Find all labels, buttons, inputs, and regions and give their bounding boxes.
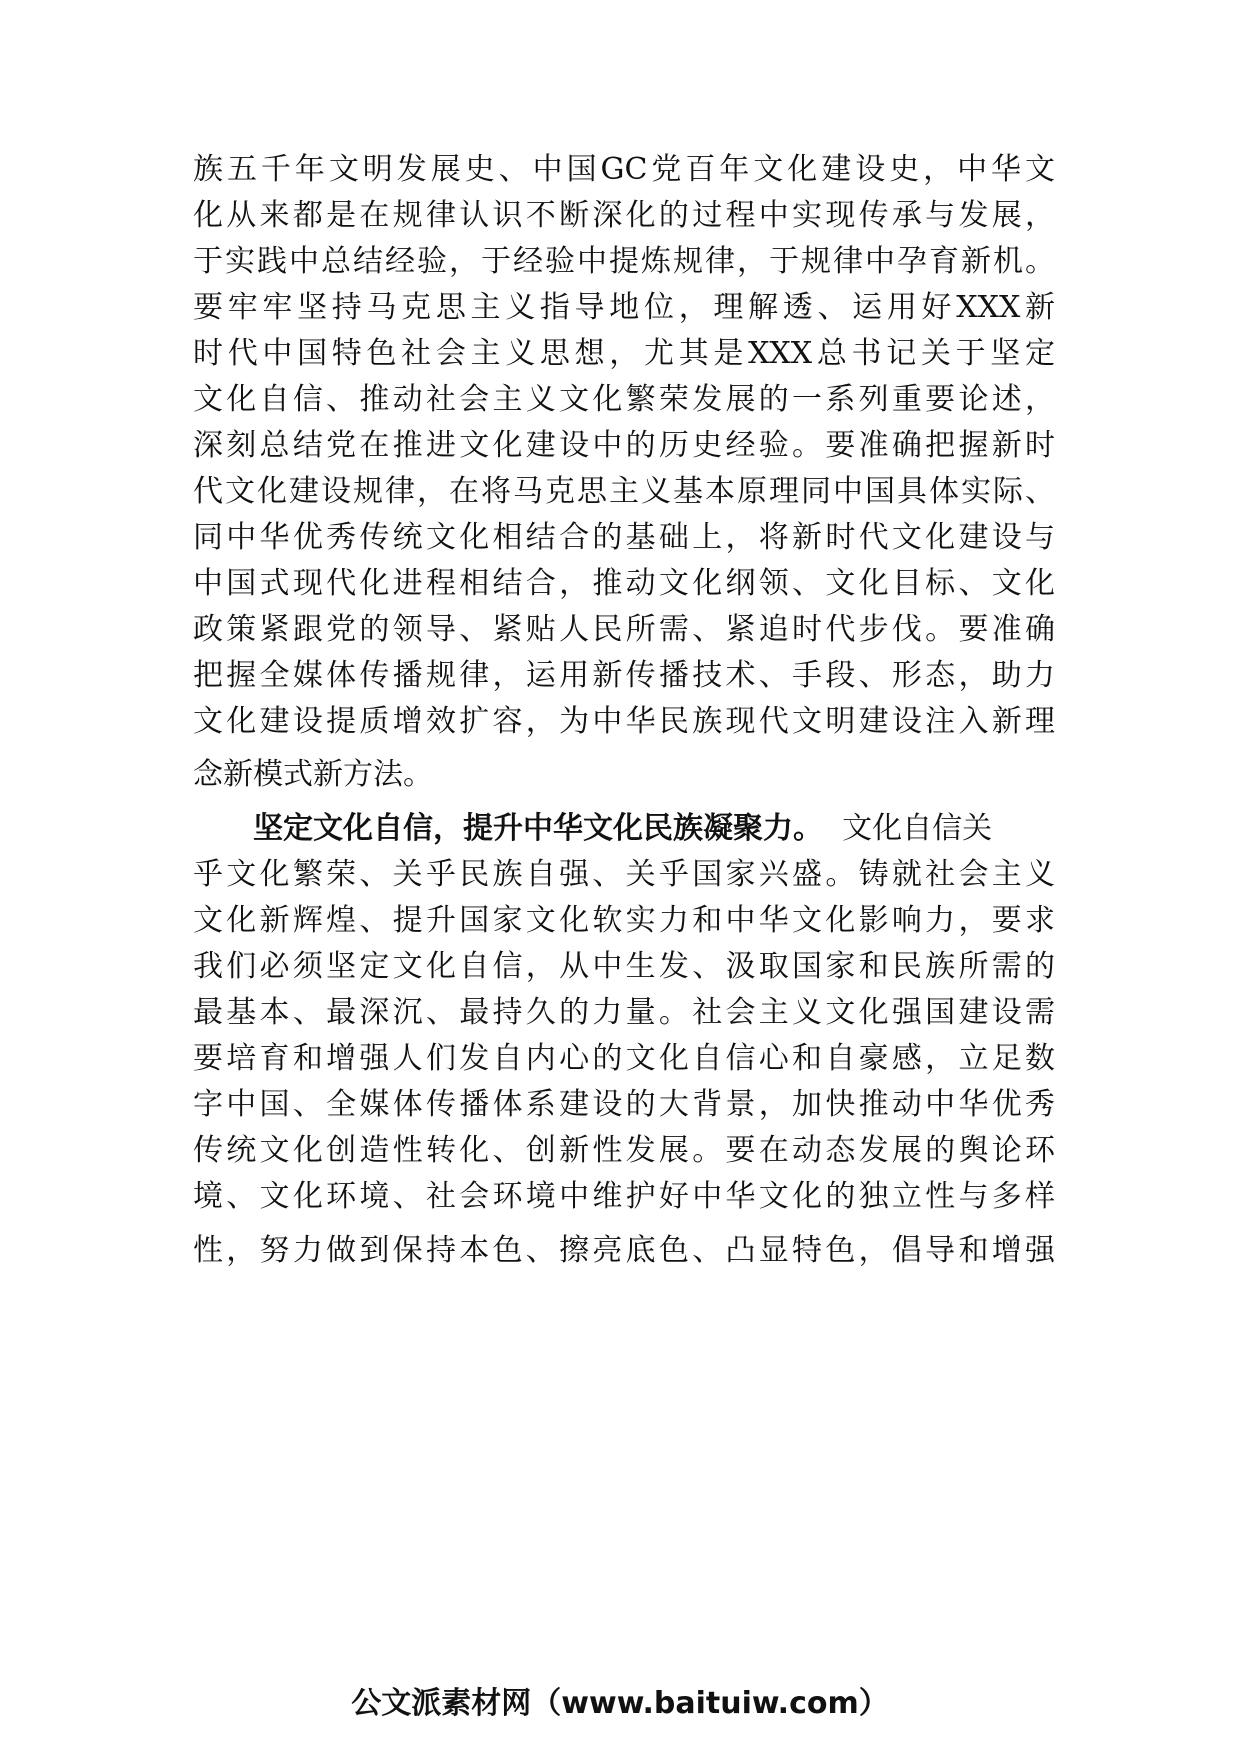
text-line: 把握全媒体传播规律，运用新传播技术、手段、形态，助力 [193,658,1055,693]
text-line: 文化建设提质增效扩容，为中华民族现代文明建设注入新理 [193,704,1055,739]
text-line: 性，努力做到保持本色、擦亮底色、凸显特色，倡导和增强 [193,1233,1055,1268]
text-line: 于实践中总结经验，于经验中提炼规律，于规律中孕育新机。 [193,244,1055,279]
text-line: 乎文化繁荣、关乎民族自强、关乎国家兴盛。铸就社会主义 [193,857,1055,892]
section-heading: 坚定文化自信，提升中华文化民族凝聚力。 [253,811,823,846]
paragraph-first-line [193,809,1055,849]
text-line: 文化新辉煌、提升国家文化软实力和中华文化影响力，要求 [193,903,1055,938]
text-line: 文化自信、推动社会主义文化繁荣发展的一系列重要论述， [193,382,1055,417]
text-line: 代文化建设规律，在将马克思主义基本原理同中国具体实际、 [193,474,1055,509]
text-line: 时代中国特色社会主义思想，尤其是XXX总书记关于坚定 [193,336,1055,371]
text-line: 传统文化创造性转化、创新性发展。要在动态发展的舆论环 [193,1133,1055,1168]
text-line: 要牢牢坚持马克思主义指导地位，理解透、运用好XXX新 [193,290,1055,325]
text-line: 中国式现代化进程相结合，推动文化纲领、文化目标、文化 [193,566,1055,601]
text-line: 要培育和增强人们发自内心的文化自信心和自豪感，立足数 [193,1041,1055,1076]
text-fragment: 文化自信关 [842,811,993,846]
text-line: 最基本、最深沉、最持久的力量。社会主义文化强国建设需 [193,995,1055,1030]
text-line: 同中华优秀传统文化相结合的基础上，将新时代文化建设与 [193,520,1055,555]
text-line: 念新模式新方法。 [193,757,433,792]
text-line: 族五千年文明发展史、中国GC党百年文化建设史，中华文 [193,152,1055,187]
text-line: 化从来都是在规律认识不断深化的过程中实现传承与发展， [193,198,1055,233]
footer-watermark: 公文派素材网（www.baituiw.com） [351,1686,889,1721]
text-line: 我们必须坚定文化自信，从中生发、汲取国家和民族所需的 [193,949,1055,984]
text-line: 字中国、全媒体传播体系建设的大背景，加快推动中华优秀 [193,1087,1055,1122]
text-line: 政策紧跟党的领导、紧贴人民所需、紧追时代步伐。要准确 [193,612,1055,647]
text-line: 深刻总结党在推进文化建设中的历史经验。要准确把握新时 [193,428,1055,463]
text-line: 境、文化环境、社会环境中维护好中华文化的独立性与多样 [193,1179,1055,1214]
